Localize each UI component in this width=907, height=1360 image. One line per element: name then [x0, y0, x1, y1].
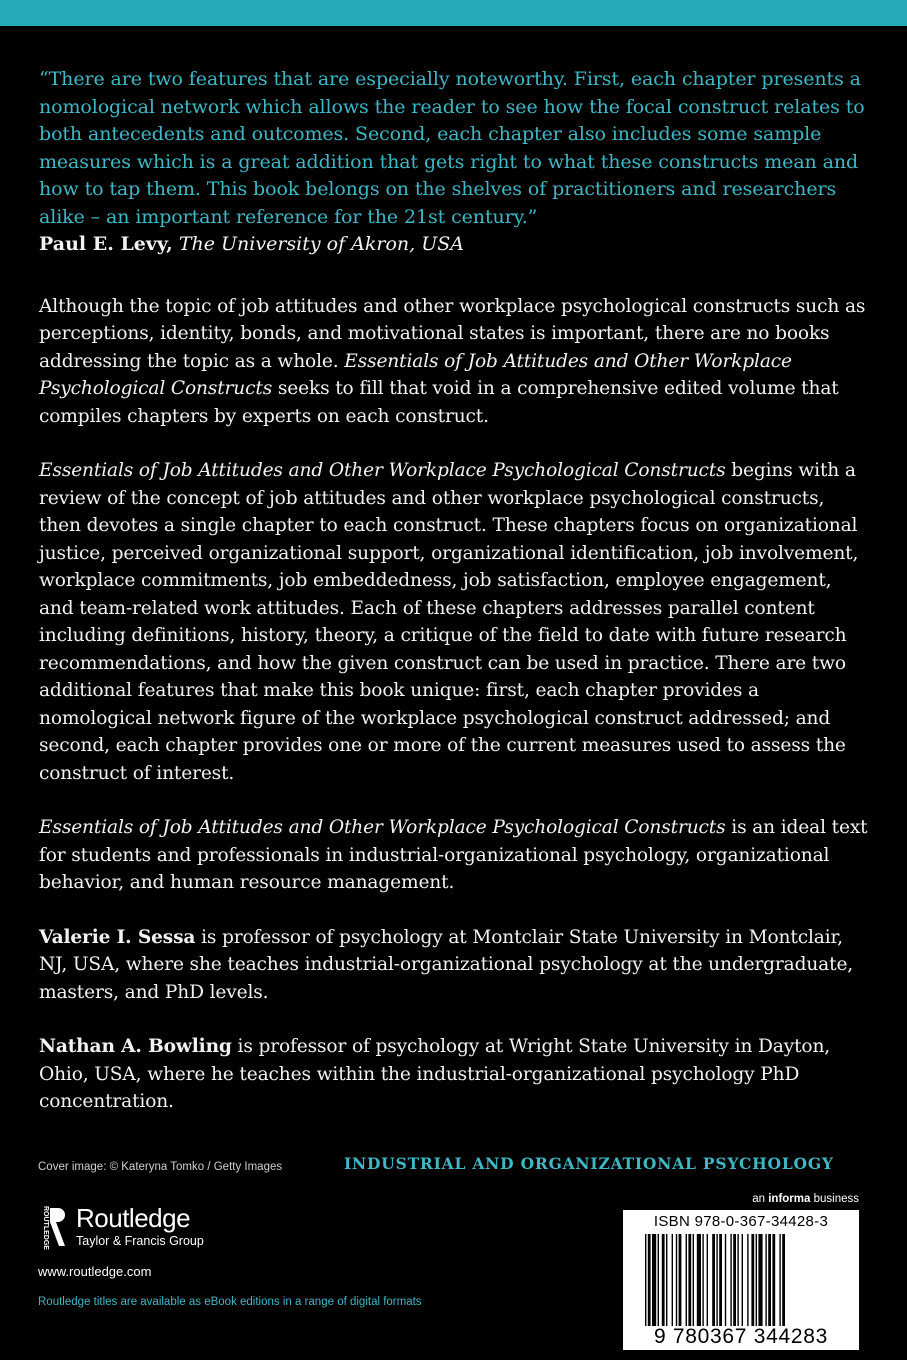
barcode-bar	[648, 1234, 651, 1326]
barcode-bar	[756, 1234, 757, 1326]
description-paragraph-2	[39, 457, 869, 787]
barcode-bar	[719, 1234, 722, 1326]
ebook-note: Routledge titles are available as eBook editions in a range of digital formats	[38, 1296, 422, 1308]
description-paragraph-3	[39, 814, 869, 897]
book-title-italic: Essentials of Job Attitudes and Other Workplace Psychological Constructs	[39, 817, 726, 838]
book-title-italic: Essentials of Job Attitudes and Other Workplace Psychological Constructs	[39, 460, 726, 481]
barcode-bar	[779, 1234, 780, 1326]
barcode-bar	[782, 1234, 785, 1326]
barcode-digits: 9 780367 344283	[654, 1325, 828, 1348]
quote-affiliation: The University of Akron, USA	[178, 233, 464, 255]
publisher-name: Routledge	[76, 1203, 191, 1233]
para1-text-b: seeks to fill that void in a comprehensive edited volume that compiles chapters by experts on each construct.	[39, 378, 839, 427]
barcode-bar	[645, 1234, 646, 1326]
barcode-bar	[686, 1234, 687, 1326]
isbn-label: ISBN 978-0-367-34428-3	[653, 1213, 829, 1230]
barcode-bar	[688, 1234, 691, 1326]
para2-text: begins with a review of the concept of job attitudes and other workplace psychological constructs, then devotes a single chapter to each construct. These chapters focus on organizational justice, perceived organizational support, organizational identification, job involvement, workplace commitments, job embeddedness, job satisfaction, employee engagement, and team-related work attitudes. Each of these chapters addresses parallel content including definitions, history, theory, a critique of the field to date with future research recommendations, and how the given construct can be used in practice. There are two additional features that make this book unique: first, each chapter provides a nomological network figure of the workplace psychological construct addressed; and second, each chapter provides one or more of the current measures used to assess the construct of interest.	[39, 460, 859, 784]
logo-vertical-text: ROUTLEDGE	[42, 1206, 49, 1250]
barcode-bar	[697, 1234, 701, 1326]
description-paragraph-1	[39, 293, 869, 431]
barcode-bar	[765, 1234, 766, 1326]
barcode-bar	[768, 1234, 771, 1326]
endorsement-quote: “There are two features that are especially noteworthy. First, each chapter presents a nomological network which allows the reader to see how the focal construct relates to both antecedents and outcomes. Second, each chapter also includes some sample measures which is a great addition that gets right to what these constructs mean and how to tap them. This book belongs on the shelves of practitioners and researchers alike – an important reference for the 21st century.”	[39, 68, 865, 228]
barcode-bar	[662, 1234, 665, 1326]
author-bio-text: is professor of psychology at Montclair State University in Montclair, NJ, USA, where she teaches industrial-organizational psychology at the undergraduate, masters, and PhD levels.	[39, 926, 854, 1003]
barcode-bar	[693, 1234, 694, 1326]
barcode-bar	[751, 1234, 754, 1326]
barcode-bar	[672, 1234, 673, 1326]
publisher-website: www.routledge.com	[38, 1264, 152, 1279]
routledge-r-icon	[38, 1204, 68, 1250]
cover-image-credit: Cover image: © Kateryna Tomko / Getty Images	[38, 1161, 283, 1173]
barcode-bar	[666, 1234, 667, 1326]
author-bio-sessa	[39, 924, 869, 1007]
quote-author: Paul E. Levy,	[39, 233, 173, 255]
isbn-barcode	[623, 1210, 859, 1350]
quote-attribution	[39, 231, 869, 259]
barcode-bar	[747, 1234, 748, 1326]
barcode-bar	[730, 1234, 731, 1326]
barcode-bar	[679, 1234, 682, 1326]
book-title-italic: Essentials of Job Attitudes and Other Workplace Psychological Constructs	[39, 350, 792, 399]
barcode-bar	[733, 1234, 736, 1326]
barcode-bar	[707, 1234, 708, 1326]
author-name: Nathan A. Bowling	[39, 1036, 232, 1057]
para3-text: is an ideal text for students and professionals in industrial-organizational psychology, organizational behavior, and human resource management.	[39, 817, 868, 893]
author-bio-text: is professor of psychology at Wright State University in Dayton, Ohio, USA, where he teaches within the industrial-organizational psychology PhD concentration.	[39, 1036, 831, 1112]
author-name: Valerie I. Sessa	[39, 926, 196, 948]
barcode-bar	[772, 1234, 775, 1326]
back-cover-text	[39, 66, 869, 1143]
barcode-bar	[716, 1234, 717, 1326]
top-accent-bar	[0, 0, 907, 26]
barcode-bar	[742, 1234, 743, 1326]
publisher-group: Taylor & Francis Group	[76, 1234, 204, 1248]
barcode-bar	[676, 1234, 677, 1326]
series-name: INDUSTRIAL AND ORGANIZATIONAL PSYCHOLOGY	[344, 1154, 834, 1173]
barcode-bar	[658, 1234, 659, 1326]
barcode-bar	[702, 1234, 703, 1326]
barcode-bar	[758, 1234, 762, 1326]
para1-text-a: Although the topic of job attitudes and other workplace psychological constructs such as perceptions, identity, bonds, and motivational states is important, there are no books addressing the topic as a whole.	[39, 295, 866, 372]
informa-business-tag: an informa business	[752, 1193, 859, 1205]
barcode-bar	[737, 1234, 738, 1326]
barcode-bar	[712, 1234, 715, 1326]
barcode-bars	[645, 1234, 845, 1326]
barcode-bar	[652, 1234, 656, 1326]
author-bio-bowling	[39, 1033, 869, 1116]
routledge-logo	[38, 1204, 204, 1250]
barcode-bar	[725, 1234, 726, 1326]
